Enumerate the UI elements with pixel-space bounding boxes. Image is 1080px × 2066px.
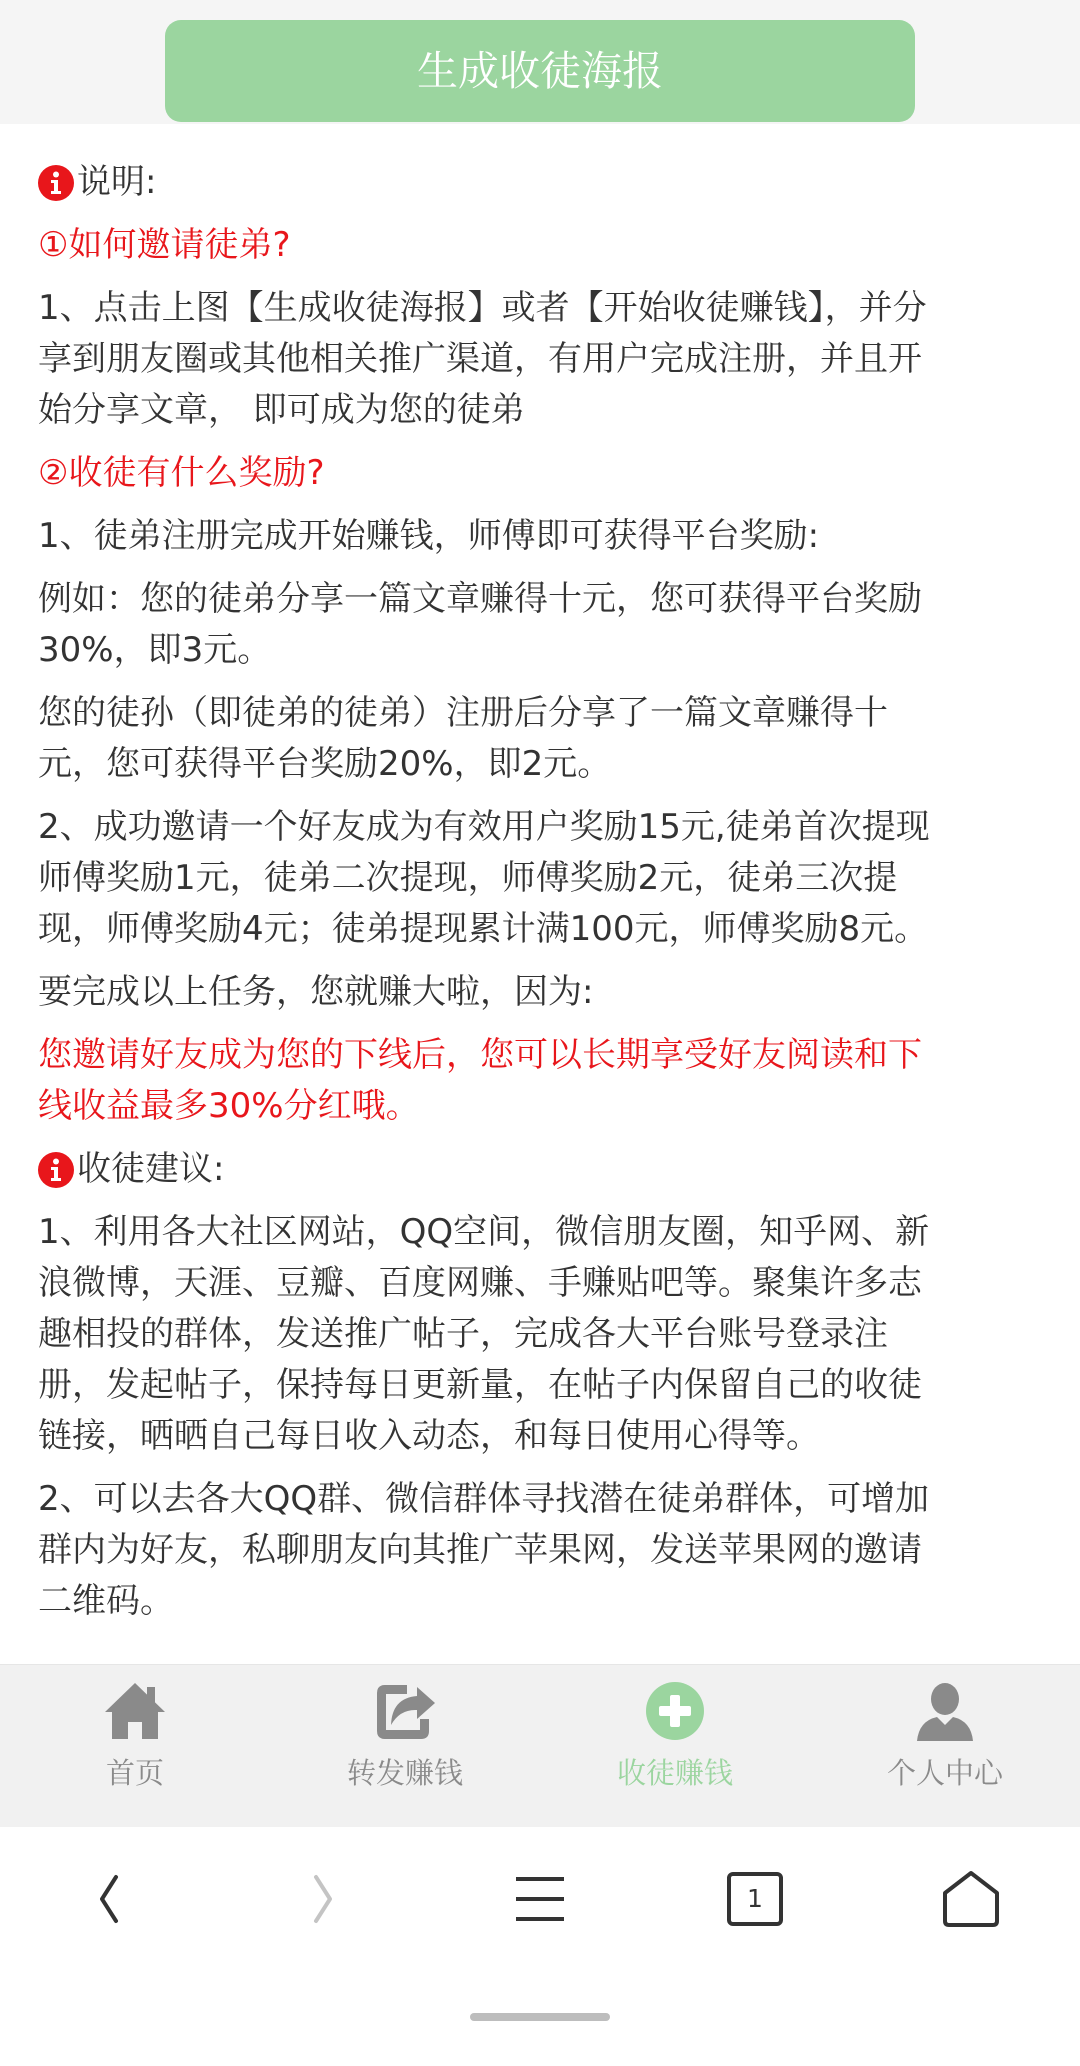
menu-icon[interactable] bbox=[514, 1873, 566, 1925]
tabs-count-button[interactable]: 1 bbox=[727, 1872, 783, 1926]
forward-icon[interactable] bbox=[308, 1871, 338, 1927]
paragraph-tip-1 bbox=[38, 1207, 1048, 1462]
text-line: 二维码。 bbox=[38, 1581, 174, 1621]
paragraph-tip-2 bbox=[38, 1474, 1048, 1627]
text-line: 现，师傅奖励4元；徒弟提现累计满100元，师傅奖励8元。 bbox=[38, 909, 929, 949]
tab-label-recruit-earn: 收徒赚钱 bbox=[616, 1756, 733, 1790]
text-line: 链接，晒晒自己每日收入动态，和每日使用心得等。 bbox=[38, 1416, 820, 1456]
text-line: 您的徒孙（即徒弟的徒弟）注册后分享了一篇文章赚得十 bbox=[38, 693, 888, 733]
tab-profile[interactable] bbox=[810, 1665, 1080, 1827]
text-line: 线收益最多30%分红哦。 bbox=[38, 1086, 420, 1126]
tab-share-earn[interactable] bbox=[270, 1665, 540, 1827]
back-icon[interactable] bbox=[94, 1871, 124, 1927]
tab-label-profile: 个人中心 bbox=[886, 1756, 1003, 1790]
text-line: 师傅奖励1元，徒弟二次提现，师傅奖励2元，徒弟三次提 bbox=[38, 858, 898, 898]
tab-label-share-earn: 转发赚钱 bbox=[346, 1756, 463, 1790]
instructions-content bbox=[38, 157, 1048, 1627]
home-indicator[interactable] bbox=[470, 2013, 610, 2021]
plus-circle-icon bbox=[643, 1679, 707, 1743]
home-page-icon[interactable] bbox=[941, 1869, 1001, 1929]
text-line: 1、点击上图【生成收徒海报】或者【开始收徒赚钱】，并分 bbox=[38, 288, 927, 328]
tab-home[interactable] bbox=[0, 1665, 270, 1827]
question-rewards: ②收徒有什么奖励? bbox=[38, 453, 325, 493]
text-complete-tasks: 要完成以上任务，您就赚大啦，因为: bbox=[38, 972, 594, 1012]
paragraph-grandson bbox=[38, 688, 1048, 790]
section-explanation-title: 说明: bbox=[77, 162, 157, 202]
text-line: 元，您可获得平台奖励20%，即2元。 bbox=[38, 744, 612, 784]
paragraph-highlight bbox=[38, 1030, 1048, 1132]
bottom-tab-bar bbox=[0, 1664, 1080, 1828]
section-tips-title: 收徒建议: bbox=[77, 1149, 225, 1189]
share-icon bbox=[373, 1679, 437, 1743]
browser-navigation-bar bbox=[0, 1827, 1080, 2066]
user-icon bbox=[913, 1679, 977, 1743]
text-reward-intro: 1、徒弟注册完成开始赚钱，师傅即可获得平台奖励: bbox=[38, 516, 820, 556]
paragraph-invite-steps bbox=[38, 283, 1048, 436]
text-line: 趣相投的群体，发送推广帖子，完成各大平台账号登录注 bbox=[38, 1314, 888, 1354]
text-line: 2、可以去各大QQ群、微信群体寻找潜在徒弟群体，可增加 bbox=[38, 1479, 930, 1519]
tab-label-home: 首页 bbox=[105, 1756, 164, 1790]
paragraph-invite-reward bbox=[38, 802, 1048, 955]
text-line: 30%，即3元。 bbox=[38, 630, 272, 670]
header bbox=[0, 0, 1080, 124]
text-line: 享到朋友圈或其他相关推广渠道，有用户完成注册，并且开 bbox=[38, 339, 922, 379]
paragraph-example bbox=[38, 574, 1048, 676]
text-line: 2、成功邀请一个好友成为有效用户奖励15元,徒弟首次提现 bbox=[38, 807, 930, 847]
tab-recruit-earn[interactable] bbox=[540, 1665, 810, 1827]
text-line: 您邀请好友成为您的下线后，您可以长期享受好友阅读和下 bbox=[38, 1035, 922, 1075]
section-tips-heading bbox=[38, 1144, 1048, 1195]
text-line: 册，发起帖子，保持每日更新量，在帖子内保留自己的收徒 bbox=[38, 1365, 922, 1405]
text-line: 始分享文章， 即可成为您的徒弟 bbox=[38, 390, 525, 430]
section-explanation-heading bbox=[38, 157, 1048, 208]
text-line: 例如：您的徒弟分享一篇文章赚得十元，您可获得平台奖励 bbox=[38, 579, 922, 619]
info-icon bbox=[38, 1152, 74, 1188]
text-line: 1、利用各大社区网站，QQ空间，微信朋友圈，知乎网、新 bbox=[38, 1212, 930, 1252]
generate-poster-button[interactable]: 生成收徒海报 bbox=[165, 20, 915, 122]
home-icon bbox=[103, 1679, 167, 1743]
question-how-invite: ①如何邀请徒弟? bbox=[38, 225, 291, 265]
info-icon bbox=[38, 165, 74, 201]
text-line: 浪微博，天涯、豆瓣、百度网赚、手赚贴吧等。聚集许多志 bbox=[38, 1263, 922, 1303]
text-line: 群内为好友，私聊朋友向其推广苹果网，发送苹果网的邀请 bbox=[38, 1530, 922, 1570]
